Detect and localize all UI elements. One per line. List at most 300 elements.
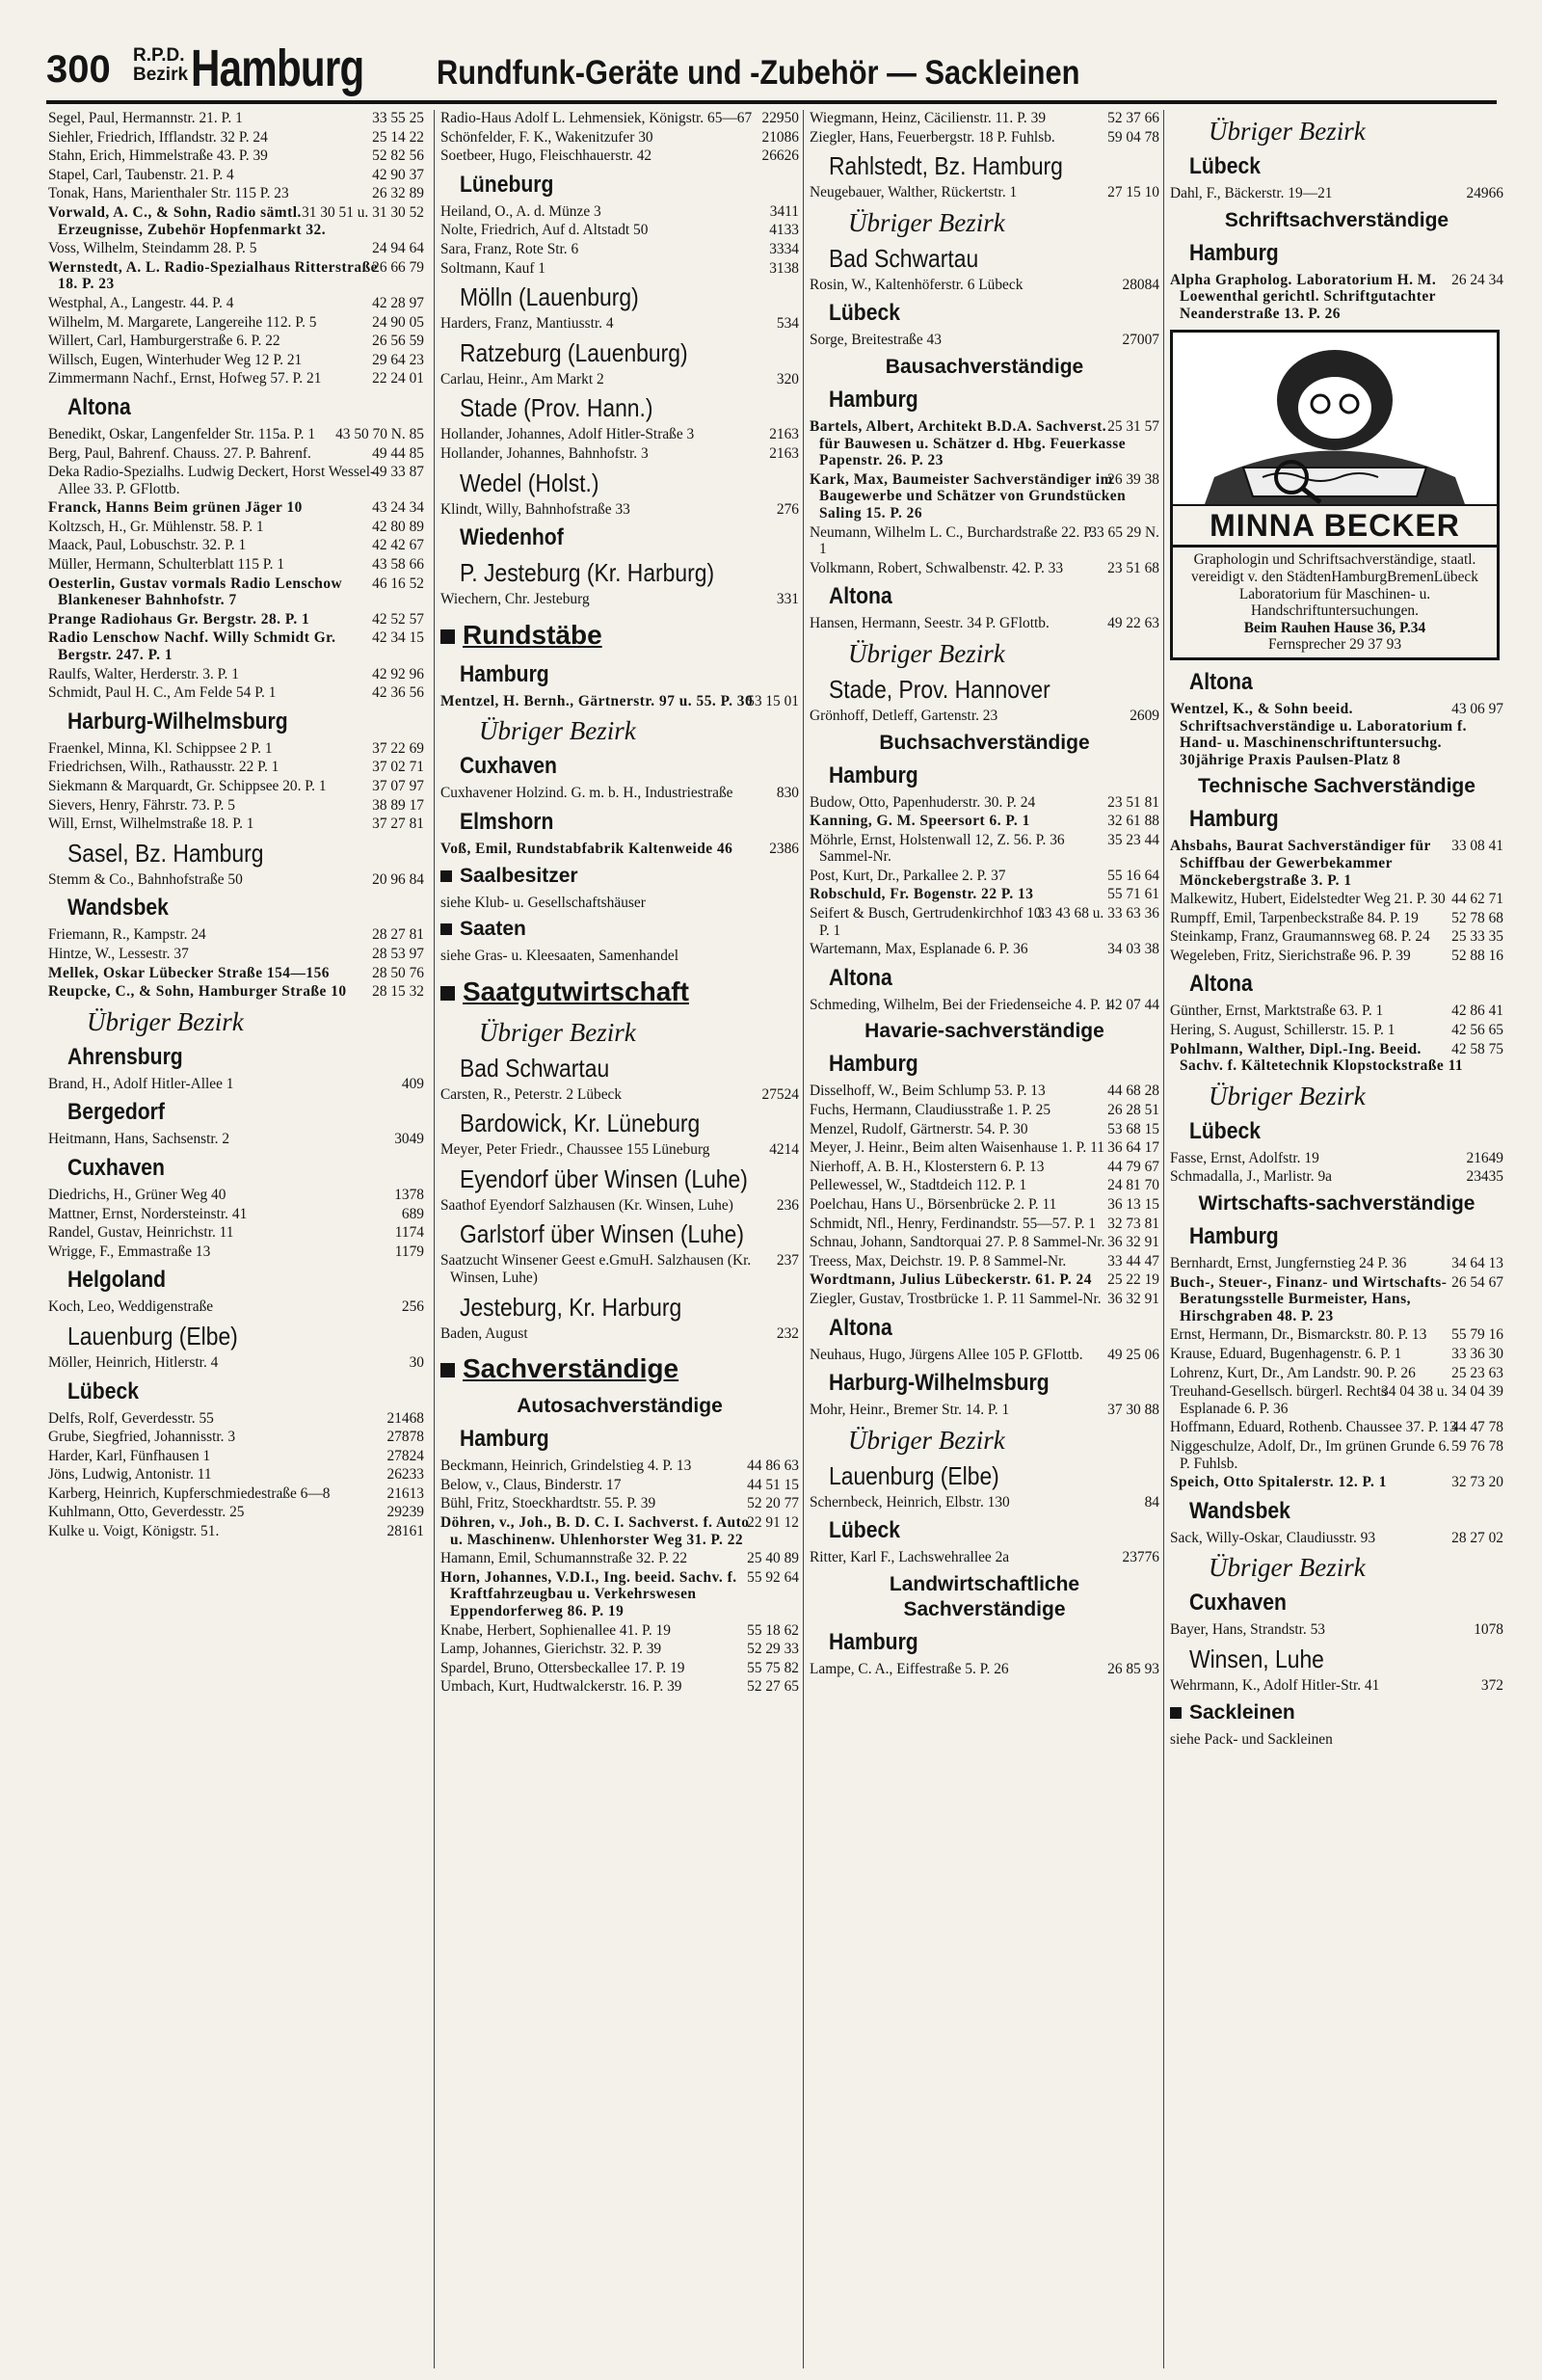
column-2: [434, 110, 799, 2368]
entry-name: Spardel, Bruno, Ottersbeckallee 17. P. 19: [440, 1659, 685, 1676]
city-heading: Bad Schwartau: [460, 1053, 610, 1083]
entry-name: Wegeleben, Fritz, Sierichstraße 96. P. 39: [1170, 947, 1411, 964]
entry-name: Ziegler, Gustav, Trostbrücke 1. P. 11 Sammel-Nr.: [810, 1290, 1102, 1307]
entry-phone: 24966: [1466, 185, 1503, 201]
entry-phone: 42 07 44: [1107, 996, 1159, 1013]
subcategory-heading: Landwirtschaftliche Sachverständige: [889, 1572, 1080, 1620]
entry-phone: 52 29 33: [747, 1641, 799, 1658]
entry-name: Siekmann & Marquardt, Gr. Schippsee 20. P. 1: [48, 778, 327, 794]
entry-phone: 53 68 15: [1107, 1120, 1159, 1137]
column-4-bottom: [1170, 668, 1503, 1748]
directory-entry: [48, 240, 424, 257]
entry-name: Willsch, Eugen, Winterhuder Weg 12 P. 21: [48, 351, 303, 368]
entry-phone: 34 04 38 u. 34 04 39: [1381, 1383, 1503, 1401]
section-title: Rundfunk-Geräte und -Zubehör — Sackleinen: [437, 54, 1080, 92]
region-heading: Übriger Bezirk: [1209, 117, 1366, 146]
entry-phone: 23 51 68: [1107, 559, 1159, 576]
entry-name: Ziegler, Hans, Feuerbergstr. 18 P. Fuhlsb.: [810, 128, 1055, 146]
entry-name: Saatzucht Winsener Geest e.GmuH. Salzhausen (Kr. Winsen, Luhe): [440, 1252, 752, 1287]
entry-name: Westphal, A., Langestr. 44. P. 4: [48, 294, 234, 311]
directory-entry: [48, 1187, 424, 1204]
entry-phone: 32 73 81: [1107, 1215, 1159, 1232]
entry-phone: 1078: [1474, 1621, 1503, 1639]
region-heading: Übriger Bezirk: [87, 1006, 244, 1036]
directory-entry: [48, 611, 424, 628]
entry-phone: 32 61 88: [1107, 813, 1159, 830]
directory-entry: [48, 295, 424, 312]
directory-entry: [810, 1121, 1159, 1138]
entry-phone: 55 71 61: [1107, 886, 1159, 903]
directory-entry: [48, 1243, 424, 1261]
directory-entry: [810, 1549, 1159, 1566]
entry-phone: 43 24 34: [372, 499, 424, 517]
entry-name: Saathof Eyendorf Salzhausen (Kr. Winsen, Luhe): [440, 1196, 733, 1214]
entry-phone: 26233: [386, 1466, 424, 1484]
entry-phone: 28084: [1122, 276, 1159, 293]
ad-illustration: [1173, 333, 1497, 506]
city-heading: Wandsbek: [1189, 1497, 1290, 1524]
directory-entry: [810, 1661, 1159, 1678]
entry-phone: 2609: [1130, 707, 1159, 724]
entry-name: Friedrichsen, Wilh., Rathausstr. 22 P. 1: [48, 759, 279, 776]
directory-entry: [48, 1466, 424, 1484]
entry-name: Wehrmann, K., Adolf Hitler-Str. 41: [1170, 1676, 1380, 1694]
directory-entry: [48, 1485, 424, 1503]
entry-phone: 3138: [769, 259, 799, 277]
city-heading: Eyendorf über Winsen (Luhe): [460, 1163, 748, 1193]
directory-entry: [48, 445, 424, 463]
entry-phone: 55 92 64: [747, 1568, 799, 1586]
entry-phone: 23 51 81: [1107, 793, 1159, 811]
entry-phone: 36 32 91: [1107, 1290, 1159, 1307]
square-bullet-icon: [440, 923, 452, 935]
directory-entry: [440, 110, 799, 127]
entry-name: Fuchs, Hermann, Claudiusstraße 1. P. 25: [810, 1102, 1051, 1119]
entry-name: Lamp, Johannes, Gierichstr. 32. P. 39: [440, 1641, 662, 1658]
entry-phone: 3411: [769, 202, 799, 220]
directory-entry: [1170, 1621, 1503, 1639]
entry-name: Post, Kurt, Dr., Parkallee 2. P. 37: [810, 867, 1006, 884]
directory-entry: [440, 1477, 799, 1494]
entry-name: Mellek, Oskar Lübecker Straße 154—156: [48, 964, 330, 981]
entry-name: Will, Ernst, Wilhelmstraße 18. P. 1: [48, 816, 254, 833]
city-heading: Ratzeburg (Lauenburg): [460, 337, 688, 367]
entry-name: Lohrenz, Kurt, Dr., Am Landstr. 90. P. 26: [1170, 1364, 1416, 1381]
entry-name: Kulke u. Voigt, Königstr. 51.: [48, 1523, 220, 1540]
region-heading: Übriger Bezirk: [848, 207, 1005, 237]
entry-phone: 256: [401, 1298, 424, 1316]
entry-name: Möhrle, Ernst, Holstenwall 12, Z. 56. P. 36 Sammel-Nr.: [810, 831, 1065, 866]
category-heading: [440, 864, 799, 889]
entry-name: Disselhoff, W., Beim Schlump 53. P. 13: [810, 1083, 1046, 1100]
entry-phone: 42 34 15: [372, 629, 424, 647]
category-heading-text: Saaten: [460, 918, 526, 941]
directory-entry: [810, 110, 1159, 127]
entry-phone: 23435: [1466, 1168, 1503, 1186]
city-heading: Cuxhaven: [1189, 1590, 1287, 1617]
entry-name: Sorge, Breitestraße 43: [810, 332, 942, 349]
directory-entry: [48, 167, 424, 184]
entry-phone: 42 90 37: [372, 166, 424, 183]
city-heading: Harburg-Wilhelmsburg: [67, 708, 288, 735]
region-heading: Übriger Bezirk: [1209, 1081, 1366, 1110]
category-heading-text: Sackleinen: [1189, 1700, 1295, 1724]
column-4: [1163, 110, 1503, 2368]
entry-name: Fasse, Ernst, Adolfstr. 19: [1170, 1149, 1319, 1166]
entry-name: Vorwald, A. C., & Sohn, Radio sämtl. Erzeugnisse, Zubehör Hopfenmarkt 32.: [48, 203, 327, 238]
entry-name: Koch, Leo, Weddigenstraße: [48, 1298, 214, 1316]
entry-name: Rumpff, Emil, Tarpenbeckstraße 84. P. 19: [1170, 909, 1419, 926]
entry-name: Treuhand-Gesellsch. bürgerl. Rechts Esplanade 6. P. 36: [1170, 1383, 1387, 1417]
entry-phone: 3049: [394, 1131, 424, 1148]
directory-entry: [48, 464, 424, 497]
entry-name: Klindt, Willy, Bahnhofstraße 33: [440, 500, 630, 518]
entry-phone: 28161: [386, 1523, 424, 1540]
column-4-top: [1170, 116, 1503, 322]
entry-name: Treess, Max, Deichstr. 19. P. 8 Sammel-Nr.: [810, 1252, 1067, 1270]
entry-phone: 42 52 57: [372, 610, 424, 628]
directory-entry: [1170, 838, 1503, 889]
directory-entry: [1170, 1150, 1503, 1167]
directory-entry: [48, 370, 424, 388]
directory-entry: [48, 1504, 424, 1521]
directory-entry: [440, 1197, 799, 1215]
entry-phone: 44 86 63: [747, 1457, 799, 1475]
entry-phone: 689: [401, 1205, 424, 1222]
entry-name: Sara, Franz, Rote Str. 6: [440, 240, 579, 257]
city-heading: Hamburg: [1189, 239, 1279, 266]
directory-entry: [810, 1494, 1159, 1511]
entry-name: Heiland, O., A. d. Münze 3: [440, 202, 601, 220]
entry-phone: 43 06 97: [1451, 700, 1503, 717]
entry-phone: 46 16 52: [372, 575, 424, 592]
directory-entry: [810, 1102, 1159, 1119]
directory-entry: [48, 1523, 424, 1540]
directory-entry: [810, 941, 1159, 958]
directory-entry: [440, 1569, 799, 1620]
directory-entry: [1170, 891, 1503, 908]
entry-name: Wiegmann, Heinz, Cäcilienstr. 11. P. 39: [810, 110, 1047, 126]
directory-entry: [440, 222, 799, 239]
directory-entry: [810, 277, 1159, 294]
directory-entry: [48, 110, 424, 127]
entry-phone: 2386: [769, 840, 799, 857]
entry-phone: 28 50 76: [372, 964, 424, 981]
directory-entry: [48, 684, 424, 702]
entry-name: Kark, Max, Baumeister Sachverständiger im Baugewerbe und Schätzer von Grundstücken Saling 15. P. 26: [810, 470, 1127, 521]
entry-name: Schernbeck, Heinrich, Elbstr. 130: [810, 1493, 1010, 1511]
entry-name: siehe Gras- u. Kleesaaten, Samenhandel: [440, 948, 679, 965]
entry-name: siehe Klub- u. Gesellschaftshäuser: [440, 894, 646, 911]
directory-entry: [810, 905, 1159, 939]
entry-name: Hollander, Johannes, Bahnhofstr. 3: [440, 444, 649, 462]
entry-name: Hansen, Hermann, Seestr. 34 P. GFlottb.: [810, 615, 1050, 632]
category-heading-text: Sachverständige: [463, 1353, 679, 1384]
entry-name: Soltmann, Kauf 1: [440, 259, 546, 277]
entry-name: Niggeschulze, Adolf, Dr., Im grünen Grunde 6. P. Fuhlsb.: [1170, 1437, 1450, 1472]
entry-phone: 42 80 89: [372, 518, 424, 535]
entry-phone: 21468: [386, 1409, 424, 1427]
entry-name: Soetbeer, Hugo, Fleischhauerstr. 42: [440, 147, 652, 165]
square-bullet-icon: [1170, 1707, 1182, 1719]
directory-entry: [1170, 910, 1503, 927]
entry-name: Harders, Franz, Mantiusstr. 4: [440, 315, 614, 333]
entry-phone: 26 54 67: [1451, 1273, 1503, 1291]
entry-phone: 49 44 85: [372, 444, 424, 462]
directory-entry: [1170, 1474, 1503, 1491]
entry-phone: 26 85 93: [1107, 1660, 1159, 1677]
entry-phone: 27 15 10: [1107, 184, 1159, 201]
entry-phone: 28 27 02: [1451, 1529, 1503, 1546]
entry-phone: 42 36 56: [372, 684, 424, 702]
region-heading: Übriger Bezirk: [479, 1017, 636, 1047]
entry-phone: 43 50 70 N. 85: [335, 425, 424, 442]
ad-phone: Fernsprecher 29 37 93: [1267, 636, 1402, 654]
entry-phone: 1378: [394, 1186, 424, 1203]
entry-name: Pellewessel, W., Stadtdeich 112. P. 1: [810, 1177, 1027, 1194]
directory-entry: [810, 129, 1159, 147]
region-heading: Übriger Bezirk: [1209, 1553, 1366, 1583]
entry-name: Fraenkel, Minna, Kl. Schippsee 2 P. 1: [48, 739, 273, 757]
directory-entry: [440, 1141, 799, 1159]
entry-name: Sack, Willy-Oskar, Claudiusstr. 93: [1170, 1529, 1376, 1546]
city-heading: Altona: [829, 1314, 892, 1341]
city-heading: Bad Schwartau: [829, 243, 979, 273]
directory-entry: [440, 948, 799, 965]
directory-entry: [1170, 1003, 1503, 1020]
entry-phone: 28 15 32: [372, 983, 424, 1001]
entry-name: Neuhaus, Hugo, Jürgens Allee 105 P. GFlottb.: [810, 1346, 1083, 1363]
entry-name: Radio-Haus Adolf L. Lehmensiek, Königstr. 65—67: [440, 110, 753, 126]
region-heading: Übriger Bezirk: [848, 638, 1005, 668]
directory-entry: [1170, 1041, 1503, 1075]
entry-phone: 55 79 16: [1451, 1326, 1503, 1344]
entry-phone: 84: [1144, 1493, 1159, 1511]
directory-entry: [48, 926, 424, 944]
directory-entry: [440, 445, 799, 463]
city-heading: Altona: [67, 393, 131, 420]
entry-phone: 59 04 78: [1107, 128, 1159, 146]
entry-name: Mohr, Heinr., Bremer Str. 14. P. 1: [810, 1402, 1010, 1419]
city-heading: Helgoland: [67, 1267, 167, 1294]
city-heading: Garlstorf über Winsen (Luhe): [460, 1219, 745, 1249]
entry-name: Voss, Wilhelm, Steindamm 28. P. 5: [48, 240, 257, 257]
subcategory-heading: Autosachverständige: [517, 1395, 723, 1418]
entry-phone: 24 94 64: [372, 240, 424, 257]
directory-entry: [1170, 1365, 1503, 1382]
entry-name: Raulfs, Walter, Herderstr. 3. P. 1: [48, 665, 239, 682]
entry-phone: 22 24 01: [372, 370, 424, 388]
directory-entry: [48, 1206, 424, 1223]
entry-phone: 34 64 13: [1451, 1255, 1503, 1272]
entry-phone: 27007: [1122, 332, 1159, 349]
city-heading: Cuxhaven: [460, 753, 557, 780]
entry-name: Beckmann, Heinrich, Grindelstieg 4. P. 13: [440, 1457, 692, 1475]
graphologist-illustration-icon: [1173, 333, 1497, 504]
city-heading: Lüneburg: [460, 171, 554, 198]
entry-name: Franck, Hanns Beim grünen Jäger 10: [48, 499, 303, 517]
city-heading: Ahrensburg: [67, 1043, 183, 1070]
entry-phone: 33 44 47: [1107, 1252, 1159, 1270]
entry-name: Below, v., Claus, Binderstr. 17: [440, 1476, 622, 1493]
entry-name: Steinkamp, Franz, Graumannsweg 68. P. 24: [1170, 928, 1430, 946]
entry-phone: 37 22 69: [372, 739, 424, 757]
entry-phone: 26 32 89: [372, 185, 424, 202]
directory-entry: [48, 871, 424, 889]
entry-name: Wiechern, Chr. Jesteburg: [440, 591, 590, 608]
city-heading: Lübeck: [1189, 1117, 1261, 1144]
entry-phone: 25 31 57: [1107, 417, 1159, 435]
category-heading-text: Saalbesitzer: [460, 864, 578, 887]
directory-entry: [810, 184, 1159, 201]
column-3: [803, 110, 1159, 2368]
directory-entry: [440, 203, 799, 221]
subcategory-heading: Havarie-sachverständige: [864, 1020, 1104, 1043]
subcategory-heading: Technische Sachverständige: [1198, 775, 1476, 798]
directory-entry: [440, 129, 799, 147]
entry-name: Carlau, Heinr., Am Markt 2: [440, 370, 604, 388]
entry-phone: 26 66 79: [372, 258, 424, 276]
directory-entry: [810, 1291, 1159, 1308]
entry-phone: 33 08 41: [1451, 838, 1503, 855]
entry-name: Heitmann, Hans, Sachsenstr. 2: [48, 1131, 230, 1148]
city-heading: Lübeck: [67, 1377, 139, 1404]
city-heading: Hamburg: [829, 1051, 918, 1078]
directory-entry: [810, 813, 1159, 830]
entry-phone: 52 78 68: [1451, 909, 1503, 926]
directory-entry: [48, 946, 424, 963]
directory-entry: [810, 1196, 1159, 1214]
entry-phone: 55 18 62: [747, 1621, 799, 1639]
entry-phone: 26 39 38: [1107, 470, 1159, 488]
entry-name: Karberg, Heinrich, Kupferschmiedestraße 6—8: [48, 1484, 331, 1502]
entry-name: Meyer, J. Heinr., Beim alten Waisenhause 1. P. 11: [810, 1139, 1104, 1157]
entry-name: Alpha Grapholog. Laboratorium H. M. Loewenthal gerichtl. Schriftgutachter Neanderstraße 13. P. 26: [1170, 271, 1437, 322]
entry-phone: 534: [776, 315, 799, 333]
city-heading: Hamburg: [1189, 1223, 1279, 1250]
directory-entry: [1170, 701, 1503, 768]
city-heading: Altona: [1189, 971, 1253, 998]
entry-name: Schmadalla, J., Marlistr. 9a: [1170, 1168, 1332, 1186]
advertisement-minna-becker: [1170, 330, 1500, 660]
city-heading: Stade (Prov. Hann.): [460, 393, 653, 423]
directory-entry: [1170, 185, 1503, 202]
entry-name: Menzel, Rudolf, Gärtnerstr. 54. P. 30: [810, 1120, 1028, 1137]
entry-name: Krause, Eduard, Bugenhagenstr. 6. P. 1: [1170, 1346, 1402, 1362]
directory-entry: [48, 499, 424, 517]
directory-entry: [810, 524, 1159, 558]
entry-phone: 26626: [761, 147, 799, 165]
directory-entry: [48, 1448, 424, 1465]
entry-phone: 24 81 70: [1107, 1177, 1159, 1194]
city-heading: Sasel, Bz. Hamburg: [67, 838, 264, 868]
entry-phone: 2163: [769, 426, 799, 443]
city-heading: Hamburg: [829, 762, 918, 789]
city-heading: Hamburg: [829, 1628, 918, 1655]
city-heading: Altona: [829, 583, 892, 610]
directory-entry: [810, 794, 1159, 812]
directory-entry: [1170, 1731, 1503, 1749]
city-heading: Altona: [829, 964, 892, 991]
subcategory-heading: Wirtschafts-sachverständige: [1198, 1192, 1476, 1216]
square-bullet-icon: [440, 1363, 455, 1377]
directory-entry: [1170, 928, 1503, 946]
entry-name: Brand, H., Adolf Hitler-Allee 1: [48, 1075, 234, 1092]
entry-phone: 26 56 59: [372, 333, 424, 350]
directory-entry: [810, 560, 1159, 577]
category-heading: [440, 917, 799, 942]
directory-entry: [48, 259, 424, 293]
directory-entry: [810, 1177, 1159, 1194]
directory-entry: [1170, 1419, 1503, 1436]
ad-line: Laboratorium für Maschinen- u. Handschriftuntersuchungen.: [1238, 585, 1431, 620]
city-heading: Hamburg: [460, 1426, 549, 1453]
directory-entry: [48, 204, 424, 238]
entry-phone: 27878: [386, 1429, 424, 1446]
entry-phone: 49 22 63: [1107, 615, 1159, 632]
entry-name: Carsten, R., Peterstr. 2 Lübeck: [440, 1085, 623, 1103]
entry-phone: 42 92 96: [372, 665, 424, 682]
entry-phone: 26 24 34: [1451, 271, 1503, 288]
directory-entry: [440, 260, 799, 278]
entry-name: Stapel, Carl, Taubenstr. 21. P. 4: [48, 166, 234, 183]
directory-entry: [48, 147, 424, 165]
directory-entry: [1170, 1677, 1503, 1695]
directory-entry: [440, 1514, 799, 1548]
directory-entry: [48, 965, 424, 982]
entry-phone: 4133: [769, 222, 799, 239]
entry-name: Schnau, Johann, Sandtorquai 27. P. 8 Sammel-Nr.: [810, 1234, 1105, 1251]
entry-name: Wentzel, K., & Sohn beeid. Schriftsachverständige u. Laboratorium f. Hand- u. Maschinenschriftuntersuchg. 30jährige Praxis Paulsen-Platz 8: [1170, 700, 1467, 768]
subcategory-heading: Buchsachverständige: [879, 731, 1090, 754]
directory-entry: [1170, 1438, 1503, 1472]
entry-name: Oesterlin, Gustav vormals Radio Lenschow Blankeneser Bahnhofstr. 7: [48, 575, 343, 609]
entry-name: Kuhlmann, Otto, Geverdesstr. 25: [48, 1504, 245, 1521]
entry-name: Wartemann, Max, Esplanade 6. P. 36: [810, 941, 1028, 958]
entry-phone: 37 30 88: [1107, 1402, 1159, 1419]
category-heading: [1170, 1700, 1503, 1725]
region-heading: Übriger Bezirk: [848, 1425, 1005, 1455]
entry-name: Cuxhavener Holzind. G. m. b. H., Industriestraße: [440, 785, 733, 802]
entry-name: Pohlmann, Walther, Dipl.-Ing. Beeid. Sachv. f. Kältetechnik Klopstockstraße 11: [1170, 1040, 1464, 1075]
entry-name: Ernst, Hermann, Dr., Bismarckstr. 80. P. 13: [1170, 1326, 1427, 1344]
entry-name: Horn, Johannes, V.D.I., Ing. beeid. Sachv. f. Kraftfahrzeugbau u. Verkehrswesen Eppendorferweg 86. P. 19: [440, 1568, 737, 1619]
directory-entry: [810, 1234, 1159, 1251]
entry-name: Lampe, C. A., Eiffestraße 5. P. 26: [810, 1660, 1009, 1677]
entry-name: Siehler, Friedrich, Ifflandstr. 32 P. 24: [48, 128, 268, 146]
entry-phone: 35 23 44: [1107, 831, 1159, 848]
subcategory-heading: Bausachverständige: [885, 355, 1084, 378]
entry-phone: 33 43 68 u. 33 63 36: [1037, 905, 1159, 923]
entry-phone: 27524: [761, 1085, 799, 1103]
directory-entry: [810, 997, 1159, 1014]
entry-name: Stahn, Erich, Himmelstraße 43. P. 39: [48, 147, 268, 165]
city-heading: Wiedenhof: [460, 524, 564, 551]
entry-name: Dahl, F., Bäckerstr. 19—21: [1170, 185, 1333, 201]
directory-entry: [440, 895, 799, 912]
directory-entry: [48, 1429, 424, 1446]
entry-name: Benedikt, Oskar, Langenfelder Str. 115a. P. 1: [48, 425, 316, 442]
entry-name: Berg, Paul, Bahrenf. Chauss. 27. P. Bahrenf.: [48, 444, 311, 462]
directory-entry: [48, 797, 424, 815]
entry-name: Seifert & Busch, Gertrudenkirchhof 10. P. 1: [810, 905, 1046, 939]
entry-name: Möller, Heinrich, Hitlerstr. 4: [48, 1353, 219, 1371]
entry-name: Schmidt, Nfl., Henry, Ferdinandstr. 55—57. P. 1: [810, 1215, 1096, 1232]
entry-phone: 52 82 56: [372, 147, 424, 165]
entry-phone: 34 03 38: [1107, 941, 1159, 958]
square-bullet-icon: [440, 629, 455, 644]
entry-name: Voß, Emil, Rundstabfabrik Kaltenweide 46: [440, 840, 733, 857]
